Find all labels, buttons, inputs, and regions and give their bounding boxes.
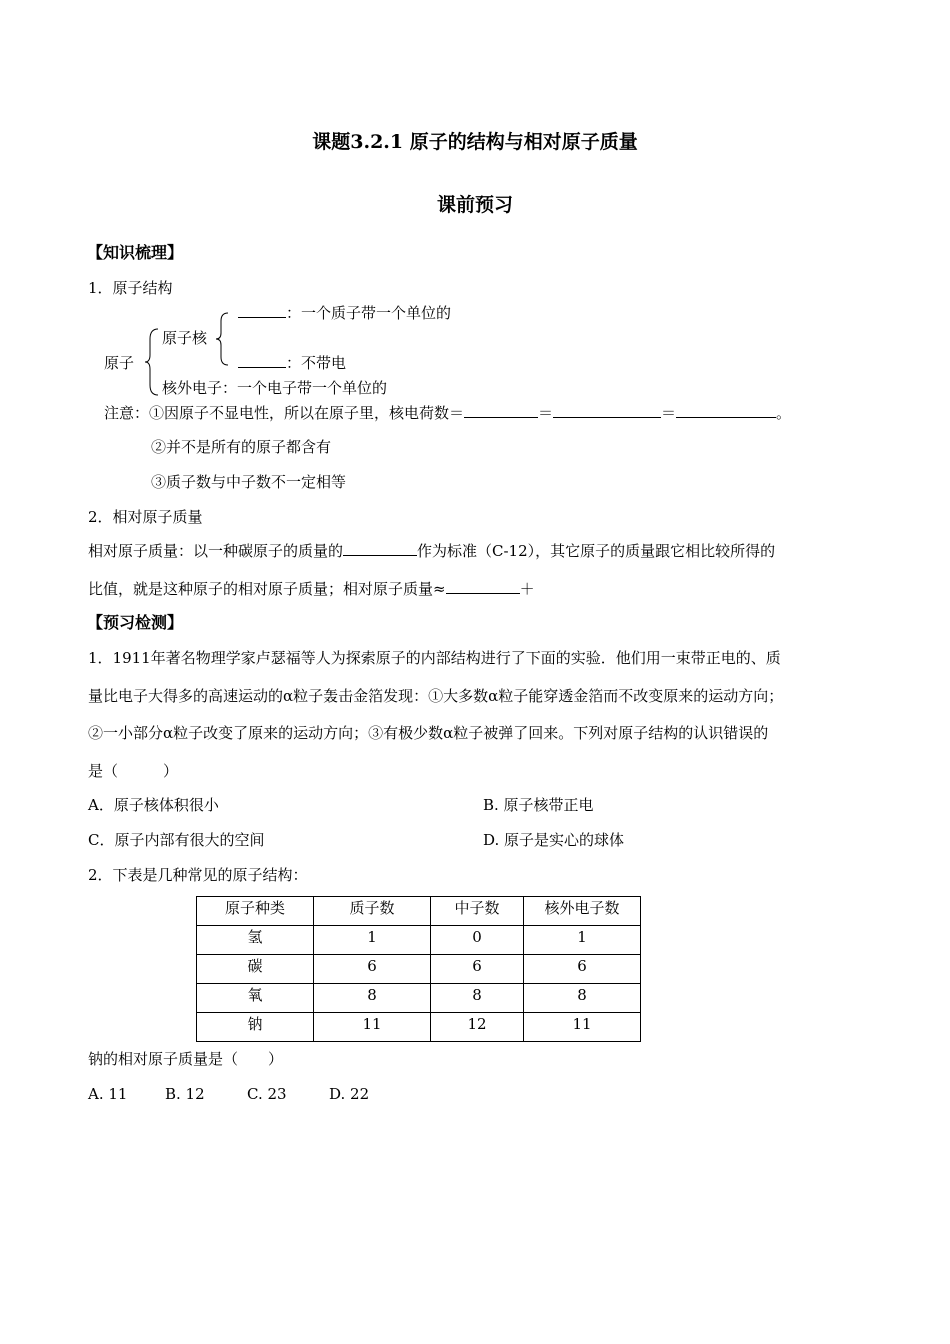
q1-line2: 量比电子大得多的高速运动的α粒子轰击金箔发现：①大多数α粒子能穿透金箔而不改变原来的运动方向； xyxy=(88,687,784,705)
table-cell: 钠 xyxy=(197,1013,314,1042)
table-row xyxy=(197,926,641,955)
table-header-row xyxy=(197,897,641,926)
note1-end: 。 xyxy=(776,404,792,422)
q2-question: 钠的相对原子质量是（ ） xyxy=(88,1050,284,1068)
item2-line2-text-b: ＋ xyxy=(519,580,535,598)
table-header-cell: 核外电子数 xyxy=(524,897,641,926)
item2-line2-text-a: 比值，就是这种原子的相对原子质量；相对原子质量≈ xyxy=(88,580,446,598)
table-cell: 氧 xyxy=(197,984,314,1013)
q1-line3: ②一小部分α粒子改变了原来的运动方向；③有极少数α粒子被弹了回来。下列对原子结构的认识错误的 xyxy=(88,724,769,742)
table-cell: 氢 xyxy=(197,926,314,955)
table-cell: 6 xyxy=(524,955,641,984)
q2-intro: 2．下表是几种常见的原子结构： xyxy=(88,866,308,884)
item2-line2 xyxy=(88,579,535,599)
table-cell: 8 xyxy=(431,984,524,1013)
item2-blank-1[interactable] xyxy=(343,541,417,556)
item2-line1-text-a: 相对原子质量：以一种碳原子的质量的 xyxy=(88,542,344,560)
q2-option-d[interactable]: D. 22 xyxy=(329,1085,370,1103)
proton-blank[interactable] xyxy=(238,303,286,318)
section-heading-precheck: 【预习检测】 xyxy=(87,613,184,632)
note1-blank-2[interactable] xyxy=(553,403,661,418)
note1-eq1: ＝ xyxy=(538,404,554,422)
q2-option-b[interactable]: B. 12 xyxy=(165,1085,205,1103)
table-cell: 6 xyxy=(431,955,524,984)
note1-blank-3[interactable] xyxy=(676,403,776,418)
note1-blank-1[interactable] xyxy=(464,403,538,418)
item2-blank-2[interactable] xyxy=(446,579,520,594)
q1-option-d[interactable]: D. 原子是实心的球体 xyxy=(483,831,625,849)
table-header-cell: 中子数 xyxy=(431,897,524,926)
item2-label: 2．相对原子质量 xyxy=(88,508,203,526)
neutron-blank[interactable] xyxy=(238,353,286,368)
page-title: 课题3.2.1 原子的结构与相对原子质量 xyxy=(312,131,638,153)
table-cell: 碳 xyxy=(197,955,314,984)
q1-line4: 是（ ） xyxy=(88,762,179,780)
table-cell: 1 xyxy=(524,926,641,955)
q1-option-c[interactable]: C．原子内部有很大的空间 xyxy=(88,831,265,849)
table-header-cell: 原子种类 xyxy=(197,897,314,926)
neutron-line xyxy=(238,353,346,373)
table-row xyxy=(197,984,641,1013)
proton-text: ：一个质子带一个单位的 xyxy=(286,304,452,322)
table-cell: 8 xyxy=(524,984,641,1013)
table-row xyxy=(197,1013,641,1042)
table-cell: 11 xyxy=(524,1013,641,1042)
q1-option-b[interactable]: B. 原子核带正电 xyxy=(483,796,594,814)
atom-label: 原子 xyxy=(104,354,135,372)
nucleus-brace xyxy=(214,311,230,367)
table-cell: 12 xyxy=(431,1013,524,1042)
q1-option-a[interactable]: A．原子核体积很小 xyxy=(88,796,219,814)
q2-option-c[interactable]: C. 23 xyxy=(247,1085,287,1103)
item2-line1 xyxy=(88,541,775,561)
electron-line: 核外电子：一个电子带一个单位的 xyxy=(162,379,388,397)
atom-structure-table xyxy=(196,896,641,1042)
section-heading-knowledge: 【知识梳理】 xyxy=(87,243,184,262)
note1-line xyxy=(104,403,791,423)
note2-text: ②并不是所有的原子都含有 xyxy=(151,438,332,456)
table-cell: 6 xyxy=(314,955,431,984)
q2-option-a[interactable]: A. 11 xyxy=(88,1085,128,1103)
proton-line xyxy=(238,303,451,323)
note3-text: ③质子数与中子数不一定相等 xyxy=(151,473,347,491)
atom-brace xyxy=(144,327,160,397)
note1-eq2: ＝ xyxy=(661,404,677,422)
note1-text: 注意：①因原子不显电性，所以在原子里，核电荷数＝ xyxy=(104,404,465,422)
item1-label: 1．原子结构 xyxy=(88,279,173,297)
item2-line1-text-b: 作为标准（C-12），其它原子的质量跟它相比较所得的 xyxy=(417,542,776,560)
neutron-text: ：不带电 xyxy=(286,354,347,372)
q1-line1: 1．1911年著名物理学家卢瑟福等人为探索原子的内部结构进行了下面的实验．他们用一束带正电的、质 xyxy=(88,649,781,667)
nucleus-label: 原子核 xyxy=(162,329,208,347)
table-header-cell: 质子数 xyxy=(314,897,431,926)
table-row xyxy=(197,955,641,984)
table-cell: 11 xyxy=(314,1013,431,1042)
table-cell: 0 xyxy=(431,926,524,955)
table-cell: 8 xyxy=(314,984,431,1013)
table-cell: 1 xyxy=(314,926,431,955)
page-subtitle: 课前预习 xyxy=(436,194,513,216)
